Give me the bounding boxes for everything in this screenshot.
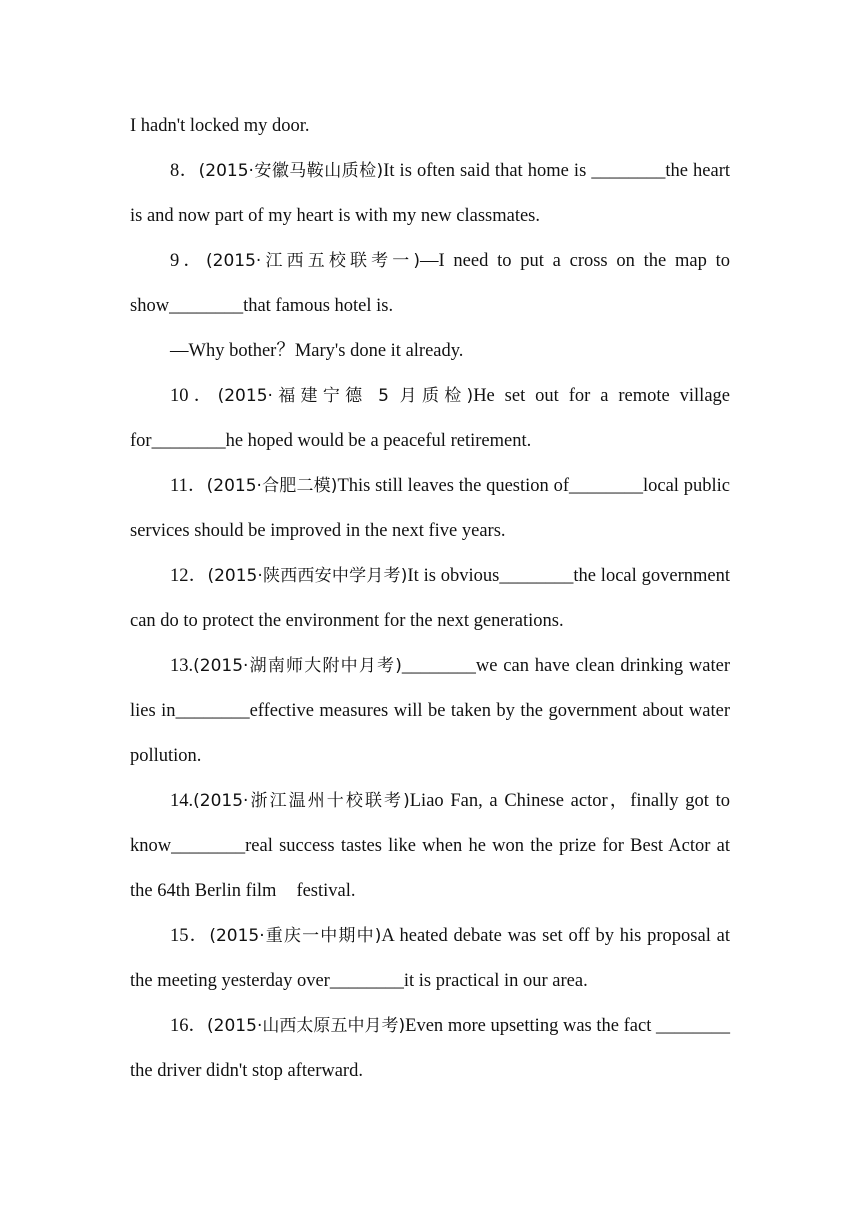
question-8 (130, 149, 730, 239)
question-text-after: the heart is and now part of my heart is with my new classmates. (130, 161, 730, 226)
question-source: (2015·江西五校联考一) (206, 251, 420, 271)
question-12 (130, 554, 730, 644)
question-number: 12． (170, 566, 208, 586)
question-number: 15． (170, 926, 210, 946)
answer-blank: ________ (171, 836, 246, 856)
question-text-before: A heated debate was set off by his proposal at the meeting yesterday over (130, 926, 730, 991)
answer-blank: ________ (329, 971, 404, 991)
question-10 (130, 374, 730, 464)
answer-blank: ________ (591, 161, 666, 181)
question-number: 16． (170, 1016, 208, 1036)
question-text-after: he hoped would be a peaceful retirement. (225, 431, 532, 451)
question-text-after: the driver didn't stop afterward. (130, 1061, 363, 1081)
question-source: (2015·山西太原五中月考) (207, 1016, 406, 1036)
question-text-before: It is often said that home is (383, 161, 592, 181)
question-text-after: effective measures will be taken by the government about water pollution. (130, 701, 730, 766)
question-text-tail: festival. (296, 881, 356, 901)
question-9-reply: —Why bother？Mary's done it already. (170, 341, 464, 361)
question-number: 11． (170, 476, 207, 496)
question-number: 13. (170, 656, 194, 676)
question-text-before: Liao Fan, a Chinese actor，finally got to know (130, 791, 730, 856)
question-number: 14. (170, 791, 194, 811)
answer-blank: ________ (499, 566, 574, 586)
answer-blank: ________ (401, 656, 476, 676)
answer-blank: ________ (175, 701, 250, 721)
document-page (130, 104, 730, 1094)
question-text-after: real success tastes like when he won the prize for Best Actor at the 64th Berlin film (130, 836, 730, 901)
question-source: (2015·福建宁德 5 月质检) (217, 386, 474, 406)
question-text-middle: we can have clean drinking water lies in (130, 656, 730, 721)
question-source: (2015·安徽马鞍山质检) (198, 161, 384, 181)
question-text-after: that famous hotel is. (243, 296, 394, 316)
question-text-after: the local government can do to protect the environment for the next generations. (130, 566, 730, 631)
question-13 (130, 644, 730, 779)
question-number: 8． (170, 161, 199, 181)
question-source: (2015·合肥二模) (206, 476, 338, 496)
question-text-after: local public services should be improved in the next five years. (130, 476, 730, 541)
question-9 (130, 239, 730, 329)
question-number: 10． (170, 386, 218, 406)
question-source: (2015·陕西西安中学月考) (207, 566, 408, 586)
question-14 (130, 779, 730, 914)
question-text-before: —I need to put a cross on the map to show (130, 251, 730, 316)
question-source: (2015·重庆一中期中) (209, 926, 382, 946)
continuation-line: I hadn't locked my door. (130, 116, 310, 136)
answer-blank: ________ (568, 476, 643, 496)
question-16 (130, 1004, 730, 1094)
question-text-before: He set out for a remote village for (130, 386, 730, 451)
answer-blank: ________ (169, 296, 244, 316)
question-15 (130, 914, 730, 1004)
question-text-before: It is obvious (407, 566, 500, 586)
answer-blank: ________ (656, 1016, 730, 1036)
question-11 (130, 464, 730, 554)
question-text-after: it is practical in our area. (403, 971, 588, 991)
answer-blank: ________ (151, 431, 226, 451)
question-number: 9． (170, 251, 207, 271)
question-text-before: Even more upsetting was the fact (405, 1016, 656, 1036)
question-source: (2015·湖南师大附中月考) (193, 656, 402, 676)
question-source: (2015·浙江温州十校联考) (193, 791, 410, 811)
question-text-before: This still leaves the question of (337, 476, 569, 496)
